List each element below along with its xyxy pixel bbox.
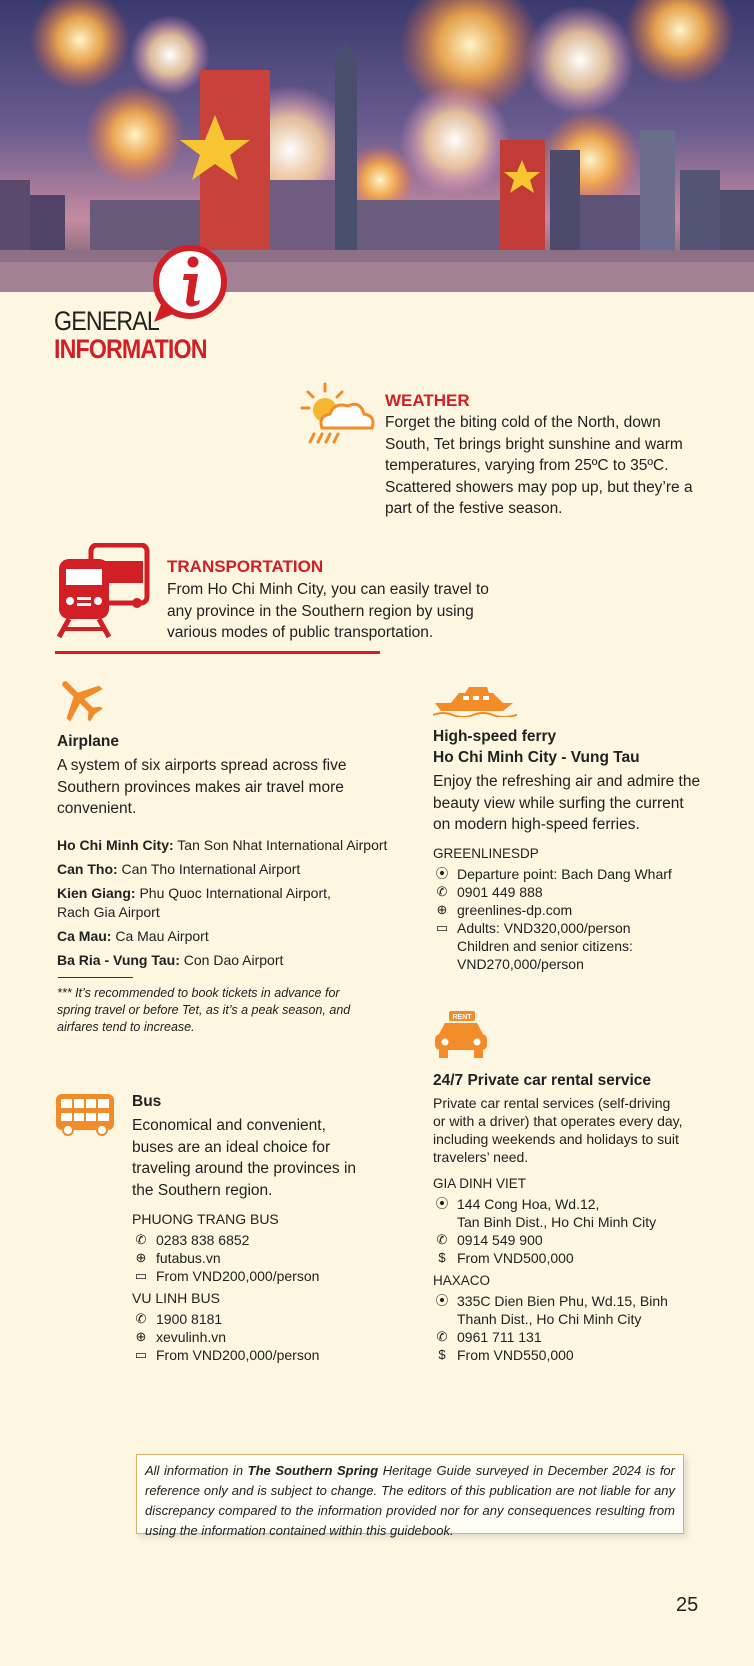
price: From VND200,000/person — [156, 1347, 320, 1363]
contact-row — [433, 1249, 723, 1267]
heading-general: GENERAL — [54, 306, 159, 336]
bus-companies — [132, 1210, 392, 1364]
ferry-boat-icon — [433, 683, 517, 717]
contact-row — [132, 1249, 392, 1267]
airplane-note: *** It’s recommended to book tickets in advance for spring travel or before Tet, as it’s a peak season, and airfares tend to increase. — [57, 986, 351, 1034]
contact-row — [433, 865, 723, 883]
contact-row — [433, 1328, 723, 1346]
www-icon: ⊕ — [135, 1250, 147, 1265]
airport-row — [57, 860, 397, 879]
car-companies — [433, 1174, 723, 1364]
double-decker-bus-icon — [54, 1092, 118, 1136]
train-bus-icon — [55, 543, 150, 639]
ferry-route: Ho Chi Minh City - Vung Tau — [433, 749, 640, 766]
departure: Departure point: Bach Dang Wharf — [457, 866, 672, 882]
ferry-details — [433, 844, 723, 973]
transportation-text: From Ho Chi Minh City, you can easily travel to any province in the Southern region by using various modes of public transportation. — [167, 581, 489, 641]
contact-row — [132, 1310, 392, 1328]
airplane-text: A system of six airports spread across five Southern provinces makes air travel more convenient. — [57, 757, 347, 817]
airport-name: Tan Son Nhat International Airport — [177, 837, 388, 853]
address: Thanh Dist., Ho Chi Minh City — [457, 1311, 642, 1327]
airport-name-cont: Rach Gia Airport — [57, 904, 160, 920]
contact-row — [433, 883, 723, 901]
bus-title: Bus — [132, 1093, 162, 1110]
website: futabus.vn — [156, 1250, 221, 1266]
phone-icon: ✆ — [135, 1232, 147, 1247]
contact-row — [433, 901, 723, 919]
airport-province: Ba Ria - Vung Tau: — [57, 952, 180, 968]
disclaimer-box — [136, 1454, 684, 1538]
contact-row — [433, 919, 723, 937]
phone-icon: ✆ — [436, 884, 448, 899]
airport-row — [57, 836, 397, 855]
page-number: 25 — [676, 1594, 699, 1616]
airport-row — [57, 951, 397, 970]
car-text: Private car rental services (self-driving or with a driver) that operates every day, including weekends and holidays to suit travelers’ need. — [433, 1095, 683, 1165]
address: 335C Dien Bien Phu, Wd.15, Binh — [457, 1293, 668, 1309]
airport-row — [57, 884, 397, 903]
airport-row — [57, 927, 397, 946]
guide-title: The Southern Spring — [247, 1463, 379, 1478]
ticket-icon: ▭ — [134, 1268, 148, 1283]
transportation-title: TRANSPORTATION — [167, 557, 324, 576]
www-icon: ⊕ — [135, 1329, 147, 1344]
airport-province: Kien Giang: — [57, 885, 136, 901]
contact-row — [433, 1231, 723, 1249]
phone-number: 0901 449 888 — [457, 884, 543, 900]
info-bubble-icon — [148, 240, 228, 325]
phone-icon: ✆ — [135, 1311, 147, 1326]
contact-row — [433, 1213, 723, 1231]
ferry-text: Enjoy the refreshing air and admire the beauty view while surfing the current on modern high-speed ferries. — [433, 773, 701, 833]
airport-province: Ho Chi Minh City: — [57, 837, 174, 853]
contact-row — [132, 1328, 392, 1346]
money-icon: $ — [438, 1250, 446, 1265]
price: Adults: VND320,000/person — [457, 920, 631, 936]
ticket-icon: ▭ — [435, 920, 449, 935]
company-name: GIA DINH VIET — [433, 1176, 527, 1191]
phone-icon: ✆ — [436, 1329, 448, 1344]
contact-row — [433, 937, 723, 955]
section-divider — [55, 651, 380, 654]
phone-icon: ✆ — [436, 1232, 448, 1247]
company-name: GREENLINESDP — [433, 846, 539, 861]
airplane-icon — [55, 675, 105, 723]
location-pin-icon: ⦿ — [435, 1196, 449, 1211]
price: From VND500,000 — [457, 1250, 574, 1266]
svg-text:RENT: RENT — [452, 1014, 472, 1021]
price-note: Children and senior citizens: — [457, 938, 633, 954]
location-pin-icon: ⦿ — [435, 866, 449, 881]
bus-text: Economical and convenient, buses are an ideal choice for traveling around the provinces in the Southern region. — [132, 1117, 357, 1199]
price: From VND200,000/person — [156, 1268, 320, 1284]
contact-row — [433, 1346, 723, 1364]
airport-province: Can Tho: — [57, 861, 118, 877]
airport-name: Can Tho International Airport — [121, 861, 301, 877]
rent-car-icon — [433, 1010, 489, 1060]
www-icon: ⊕ — [436, 902, 448, 917]
contact-row — [433, 1310, 723, 1328]
contact-row — [433, 955, 723, 973]
sun-cloud-rain-icon — [300, 380, 380, 450]
car-title: 24/7 Private car rental service — [433, 1072, 652, 1089]
airport-name: Phu Quoc International Airport, — [139, 885, 331, 901]
price: From VND550,000 — [457, 1347, 574, 1363]
airport-list — [57, 836, 397, 970]
contact-row — [132, 1346, 392, 1364]
heading-information: INFORMATION — [54, 334, 207, 364]
contact-row — [433, 1195, 723, 1213]
money-icon: $ — [438, 1347, 446, 1362]
disclaimer-text: Heritage Guide surveyed in December 2024 is for reference only and is subject to change. The editors of this publication are not liable for any discrepancy compared to the information provided nor for any consequences resulting from using the information contained within this guidebook. — [145, 1463, 675, 1538]
phone-number: 0914 549 900 — [457, 1232, 543, 1248]
disclaimer-text: All information in — [145, 1463, 248, 1478]
contact-row — [132, 1231, 392, 1249]
company-name: HAXACO — [433, 1273, 491, 1288]
company-name: VU LINH BUS — [132, 1290, 220, 1306]
contact-row — [433, 1292, 723, 1310]
location-pin-icon: ⦿ — [435, 1293, 449, 1308]
phone-number: 1900 8181 — [156, 1311, 223, 1327]
phone-number: 0283 838 6852 — [156, 1232, 250, 1248]
weather-title: WEATHER — [385, 391, 470, 410]
phone-number: 0961 711 131 — [457, 1329, 542, 1345]
ticket-icon: ▭ — [134, 1347, 148, 1362]
address: Tan Binh Dist., Ho Chi Minh City — [457, 1214, 657, 1230]
note-divider — [58, 977, 133, 978]
address: 144 Cong Hoa, Wd.12, — [457, 1196, 600, 1212]
airport-name: Con Dao Airport — [183, 952, 284, 968]
contact-row — [132, 1267, 392, 1285]
airplane-title: Airplane — [57, 733, 120, 750]
price: VND270,000/person — [457, 956, 584, 972]
hero-fireworks-image — [0, 0, 754, 292]
airport-name: Ca Mau Airport — [115, 928, 209, 944]
airport-province: Ca Mau: — [57, 928, 112, 944]
website: greenlines-dp.com — [457, 902, 573, 918]
website: xevulinh.vn — [156, 1329, 227, 1345]
company-name: PHUONG TRANG BUS — [132, 1211, 279, 1227]
weather-text: Forget the biting cold of the North, down South, Tet brings bright sunshine and warm temperatures, varying from 25ºC to 35ºC. Scattered showers may pop up, but they’re a part of the festive season. — [385, 414, 693, 517]
ferry-title: High-speed ferry — [433, 728, 557, 745]
